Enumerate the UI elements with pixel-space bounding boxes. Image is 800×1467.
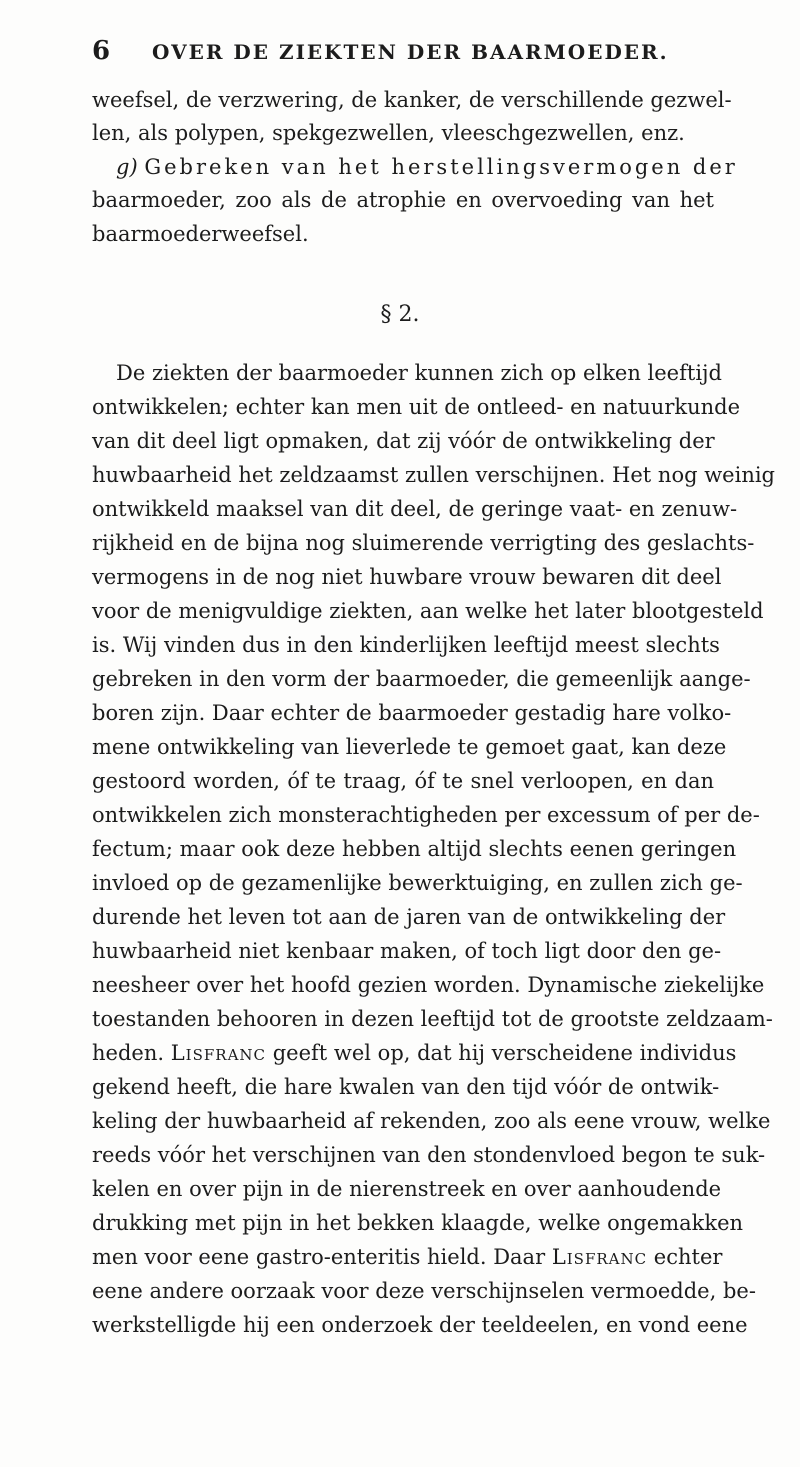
text-line: weefsel, de verzwering, de kanker, de verschillende gezwel-: [92, 88, 732, 112]
text-line: baarmoeder, zoo als de atrophie en overvoeding van het: [92, 188, 714, 213]
text-line: De ziekten der baarmoeder kunnen zich op elken leeftijd: [116, 361, 722, 385]
text-line: reeds vóór het verschijnen van den stondenvloed begon te suk-: [92, 1143, 766, 1167]
text-line: invloed op de gezamenlijke bewerktuiging, en zullen zich ge-: [92, 871, 743, 895]
text-line: gebreken in den vorm der baarmoeder, die gemeenlijk aange-: [92, 667, 751, 691]
text-line: toestanden behooren in dezen leeftijd tot de grootste zeldzaam-: [92, 1007, 773, 1031]
text-line: huwbaarheid niet kenbaar maken, of toch ligt door den ge-: [92, 939, 722, 963]
text-line: keling der huwbaarheid af rekenden, zoo als eene vrouw, welke: [92, 1109, 771, 1133]
text-line: fectum; maar ook deze hebben altijd slechts eenen geringen: [92, 837, 737, 861]
text-line: gestoord worden, óf te traag, óf te snel verloopen, en dan: [92, 769, 714, 793]
text-line: drukking met pijn in het bekken klaagde, welke ongemakken: [92, 1211, 744, 1235]
text-fragment: heden.: [92, 1041, 165, 1065]
text-line: baarmoederweefsel.: [92, 221, 309, 246]
running-head: [92, 36, 712, 66]
text-line: [92, 1036, 737, 1070]
text-line: ontwikkelen; echter kan men uit de ontleed- en natuurkunde: [92, 395, 741, 419]
text-line: van dit deel ligt opmaken, dat zij vóór de ontwikkeling der: [92, 429, 715, 453]
text-line: vermogens in de nog niet huwbare vrouw bewaren dit deel: [92, 565, 722, 589]
text-line: is. Wij vinden dus in den kinderlijken leeftijd meest slechts: [92, 633, 720, 657]
text-line: kelen en over pijn in de nierenstreek en over aanhoudende: [92, 1177, 722, 1201]
text-line: ontwikkelen zich monsterachtigheden per excessum of per de-: [92, 803, 760, 827]
text-line: mene ontwikkeling van lieverlede te gemoet gaat, kan deze: [92, 735, 727, 759]
text-line: ontwikkeld maaksel van dit deel, de geringe vaat- en zenuw-: [92, 497, 738, 521]
text-line: [92, 1240, 723, 1274]
page-number: 6: [92, 36, 111, 66]
text-line: voor de menigvuldige ziekten, aan welke het later blootgesteld: [92, 599, 764, 623]
text-line: len, als polypen, spekgezwellen, vleeschgezwellen, enz.: [92, 121, 685, 146]
text-fragment: men voor eene gastro-enteritis hield. Daar: [92, 1245, 546, 1269]
paragraph-2: [92, 356, 776, 1342]
item-g-marker: g): [116, 154, 138, 179]
running-head-title: OVER DE ZIEKTEN DER BAARMOEDER.: [152, 40, 669, 64]
section-heading: § 2.: [380, 302, 420, 327]
text-line: gekend heeft, die hare kwalen van den tijd vóór de ontwik-: [92, 1075, 720, 1099]
text-fragment: echter: [653, 1245, 723, 1269]
paragraph-1: [92, 84, 738, 251]
author-name-lisfranc: Lisfranc: [551, 1245, 648, 1269]
text-line: neesheer over het hoofd gezien worden. Dynamische ziekelijke: [92, 973, 765, 997]
author-name-lisfranc: Lisfranc: [170, 1041, 267, 1065]
item-g-heading-line: [92, 151, 738, 184]
text-line: huwbaarheid het zeldzaamst zullen verschijnen. Het nog weinig: [92, 463, 776, 487]
text-line: eene andere oorzaak voor deze verschijnselen vermoedde, be-: [92, 1279, 756, 1303]
text-line: werkstelligde hij een onderzoek der teeldeelen, en vond eene: [92, 1313, 748, 1337]
text-line: durende het leven tot aan de jaren van de ontwikkeling der: [92, 905, 726, 929]
text-line: boren zijn. Daar echter de baarmoeder gestadig hare volko-: [92, 701, 732, 725]
item-g-heading: Gebreken van het herstellingsvermogen der: [144, 154, 738, 179]
text-fragment: geeft wel op, dat hij verscheidene individus: [272, 1041, 737, 1065]
text-line: rijkheid en de bijna nog sluimerende verrigting des geslachts-: [92, 531, 755, 555]
